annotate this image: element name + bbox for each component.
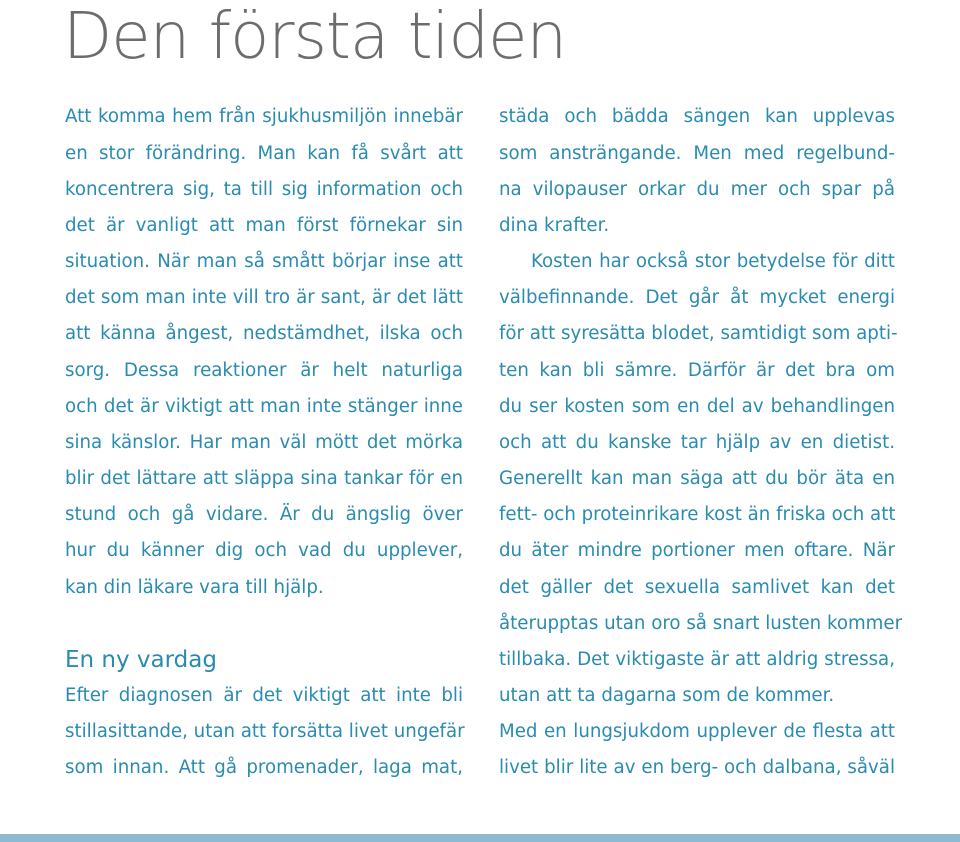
body-text-line: stund och gå vidare. Är du ängslig över xyxy=(65,504,463,525)
body-text-line: sorg. Dessa reaktioner är helt naturliga xyxy=(65,360,463,381)
body-text-line: återupptas utan oro så snart lusten kommer xyxy=(499,613,903,634)
body-text-line: utan att ta dagarna som de kommer. xyxy=(499,685,835,706)
body-text-line: Kosten har också stor betydelse för ditt xyxy=(531,251,895,272)
body-text-line: kan din läkare vara till hjälp. xyxy=(65,577,324,598)
body-text-line: situation. När man så smått börjar inse att xyxy=(65,251,463,272)
body-text-line: fett- och proteinrikare kost än friska och att xyxy=(499,504,896,525)
body-text-line: sina känslor. Har man väl mött det mörka xyxy=(65,432,463,453)
body-text-line: na vilopauser orkar du mer och spar på xyxy=(499,179,895,200)
body-text-line: Att komma hem från sjukhusmiljön innebär xyxy=(65,106,463,127)
body-text-line: en stor förändring. Man kan få svårt att xyxy=(65,143,463,164)
body-text-line: blir det lättare att släppa sina tankar för en xyxy=(65,468,463,489)
body-text-line: stillasittande, utan att forsätta livet ungefär xyxy=(65,721,465,742)
body-text-line: och det är viktigt att man inte stänger inne xyxy=(65,396,463,417)
bottom-rule xyxy=(0,834,960,842)
body-text-line: det är vanligt att man först förnekar sin xyxy=(65,215,463,236)
body-text-line: du äter mindre portioner men oftare. När xyxy=(499,540,895,561)
body-text-line: som ansträngande. Men med regelbund- xyxy=(499,143,895,164)
section-subheading: En ny vardag xyxy=(65,647,217,673)
body-text-line: som innan. Att gå promenader, laga mat, xyxy=(65,757,463,778)
body-text-line: välbefinnande. Det går åt mycket energi xyxy=(499,287,895,308)
page-title: Den första tiden xyxy=(63,0,566,74)
body-text-line: för att syresätta blodet, samtidigt som apti- xyxy=(499,323,898,344)
body-text-line: det som man inte vill tro är sant, är det lätt xyxy=(65,287,463,308)
body-text-line: att känna ångest, nedstämdhet, ilska och xyxy=(65,323,463,344)
body-text-line: Med en lungsjukdom upplever de flesta att xyxy=(499,721,895,742)
body-text-line: dina krafter. xyxy=(499,215,610,236)
body-text-line: livet blir lite av en berg- och dalbana, såväl xyxy=(499,757,895,778)
body-text-line: och att du kanske tar hjälp av en dietist. xyxy=(499,432,895,453)
body-text-line: hur du känner dig och vad du upplever, xyxy=(65,540,463,561)
body-text-line: städa och bädda sängen kan upplevas xyxy=(499,106,895,127)
body-text-line: tillbaka. Det viktigaste är att aldrig stressa, xyxy=(499,649,895,670)
body-text-line: Efter diagnosen är det viktigt att inte bli xyxy=(65,685,463,706)
body-text-line: du ser kosten som en del av behandlingen xyxy=(499,396,895,417)
body-text-line: ten kan bli sämre. Därför är det bra om xyxy=(499,360,895,381)
body-text-line: Generellt kan man säga att du bör äta en xyxy=(499,468,895,489)
body-text-line: det gäller det sexuella samlivet kan det xyxy=(499,577,895,598)
body-text-line: koncentrera sig, ta till sig information och xyxy=(65,179,463,200)
